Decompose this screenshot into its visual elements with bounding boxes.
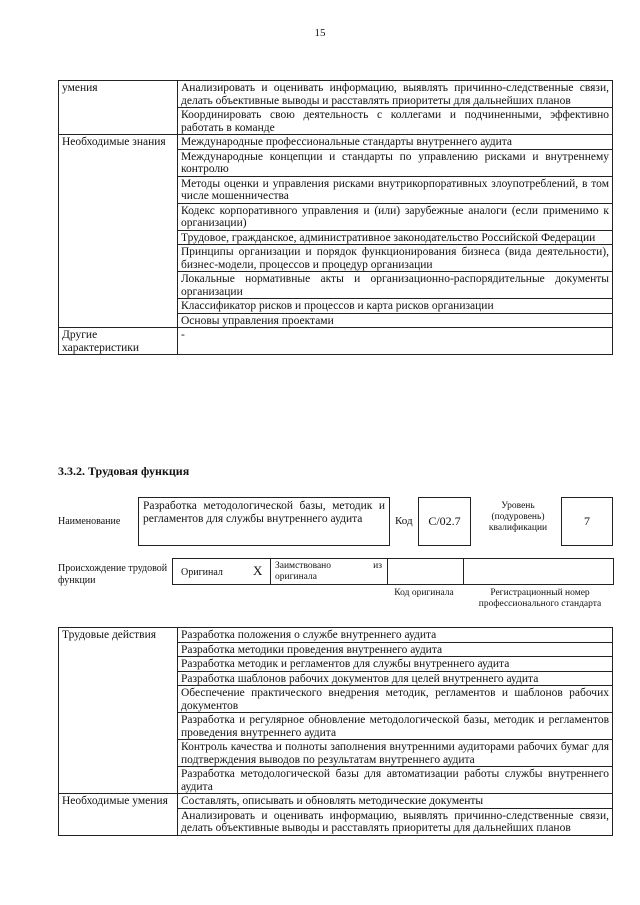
original-code-cell [387,559,464,584]
function-name-box [138,497,390,546]
row-item: Международные профессиональные стандарты внутреннего аудита [178,135,613,150]
row-item: Локальные нормативные акты и организационно-распорядительные документы организации [178,272,613,299]
level-box [561,497,613,546]
original-mark: X [253,563,263,578]
actions-skills-table [58,627,613,836]
borrowed-cell [270,559,388,584]
row-label: Другие характеристики [59,328,178,355]
table-row [59,81,613,108]
row-item: Классификатор рисков и процессов и карта рисков организации [178,299,613,314]
reg-caption: Регистрационный номер профессионального стандарта [478,588,602,609]
row-label: Необходимые знания [59,135,178,328]
origin-row [172,558,614,585]
code-value: С/02.7 [428,514,461,528]
row-item: Принципы организации и порядок функционирования бизнеса (вида деятельности), бизнес-модели, процессов и процедур организации [178,245,613,272]
row-item: - [178,328,613,355]
function-name: Разработка методологической базы, методик и регламентов для службы внутреннего аудита [143,500,385,525]
row-item: Основы управления проектами [178,313,613,328]
origin-label: Происхождение трудовой функции [58,563,168,586]
table-row [59,135,613,150]
row-item: Разработка методик и регламентов для службы внутреннего аудита [178,657,613,672]
section-title: 3.3.2. Трудовая функция [58,464,190,478]
row-item: Трудовое, гражданское, административное законодательство Российской Федерации [178,230,613,245]
row-item: Разработка и регулярное обновление методологической базы, методик и регламентов проведения внутреннего аудита [178,713,613,740]
row-item: Разработка шаблонов рабочих документов для целей внутреннего аудита [178,671,613,686]
original-cell [173,559,271,584]
row-item: Разработка методики проведения внутреннего аудита [178,642,613,657]
row-item: Разработка положения о службе внутреннего аудита [178,628,613,643]
skills-knowledge-table [58,80,613,355]
borrowed-label: Заимствовано из оригинала [275,561,382,582]
name-label: Наименование [58,516,121,527]
row-item: Методы оценки и управления рисками внутрикорпоративных злоупотреблений, в том числе мошенничества [178,176,613,203]
code-caption: Код оригинала [394,588,454,598]
page-number: 15 [314,27,326,39]
row-item: Кодекс корпоративного управления и (или) зарубежные аналоги (если применимо к организации) [178,203,613,230]
table-row [59,628,613,643]
row-label: Необходимые умения [59,794,178,836]
table-row [59,328,613,355]
row-item: Координировать свою деятельность с коллегами и подчиненными, эффективно работать в команде [178,108,613,135]
row-item: Международные концепции и стандарты по управлению рисками и внутреннему контролю [178,149,613,176]
row-item: Контроль качества и полноты заполнения внутренними аудиторами рабочих бумаг для подтверждения выводов по результатам внутреннего аудита [178,740,613,767]
row-item: Анализировать и оценивать информацию, выявлять причинно-следственные связи, делать объективные выводы и расставлять приоритеты для дальнейших планов [178,808,613,835]
row-item: Составлять, описывать и обновлять методические документы [178,794,613,809]
table-row [59,794,613,809]
level-label: Уровень (подуровень) квалификации [488,501,548,533]
row-item: Анализировать и оценивать информацию, выявлять причинно-следственные связи, делать объективные выводы и расставлять приоритеты для дальнейших планов [178,81,613,108]
code-label: Код [395,515,413,527]
row-label: умения [59,81,178,135]
code-box [418,497,471,546]
original-label: Оригинал [181,567,223,578]
level-value: 7 [584,514,590,528]
row-label: Трудовые действия [59,628,178,794]
row-item: Обеспечение практического внедрения методик, регламентов и шаблонов рабочих документов [178,686,613,713]
row-item: Разработка методологической базы для автоматизации работы службы внутреннего аудита [178,767,613,794]
